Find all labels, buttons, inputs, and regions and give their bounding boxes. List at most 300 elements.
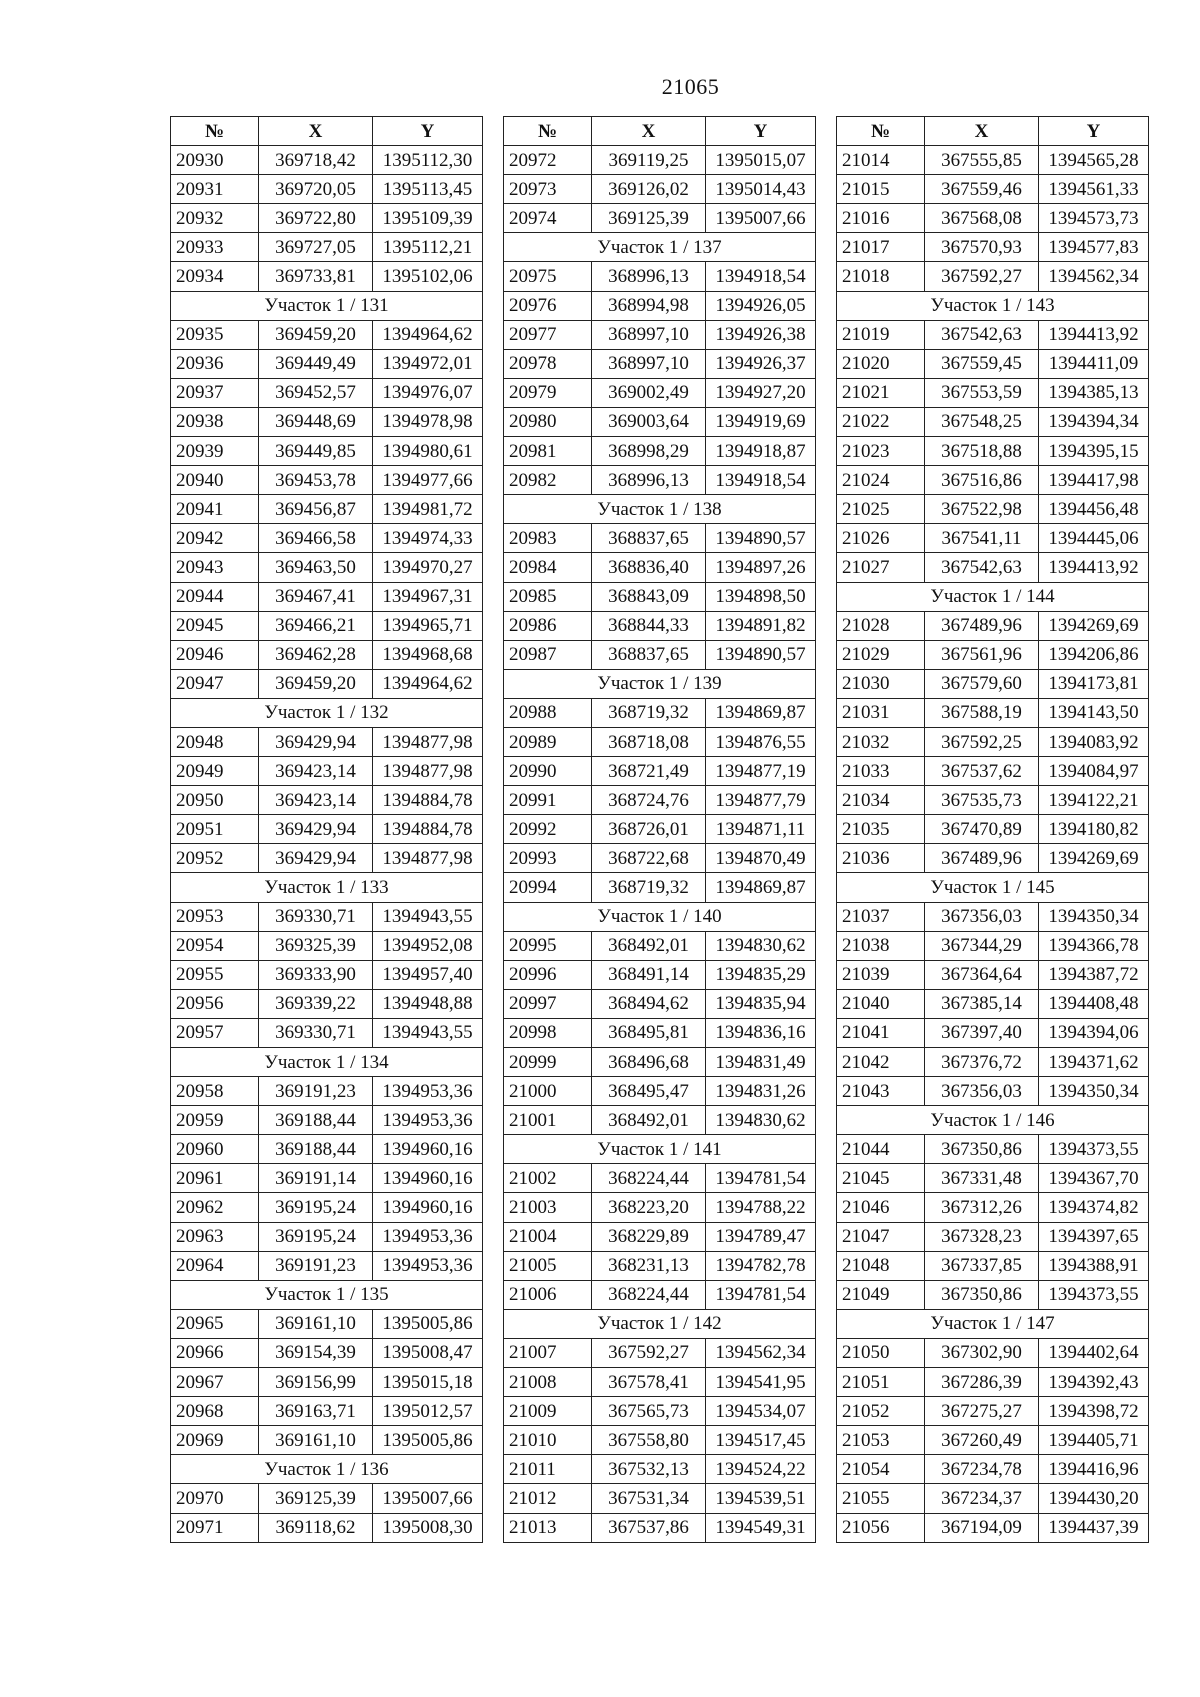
coord-x: 369156,99 (259, 1368, 373, 1397)
coord-x: 369161,10 (259, 1426, 373, 1455)
coord-y: 1394884,78 (373, 815, 483, 844)
table-row (837, 960, 1149, 989)
section-title: Участок 1 / 137 (504, 233, 816, 262)
coord-x: 369163,71 (259, 1397, 373, 1426)
coord-x: 367286,39 (925, 1368, 1039, 1397)
coord-y: 1394948,88 (373, 989, 483, 1018)
table-row (171, 524, 483, 553)
section-row (837, 873, 1149, 902)
point-number: 20998 (504, 1018, 592, 1047)
section-row (171, 698, 483, 727)
coord-y: 1394541,95 (706, 1368, 816, 1397)
table-row (504, 1018, 816, 1047)
point-number: 21026 (837, 524, 925, 553)
point-number: 20955 (171, 960, 259, 989)
point-number: 21042 (837, 1048, 925, 1077)
coord-x: 367553,59 (925, 378, 1039, 407)
coord-x: 369125,39 (259, 1484, 373, 1513)
coord-x: 369339,22 (259, 989, 373, 1018)
point-number: 20993 (504, 844, 592, 873)
table-row (171, 349, 483, 378)
coord-y: 1394206,86 (1039, 640, 1149, 669)
table-row (504, 1251, 816, 1280)
coord-x: 369333,90 (259, 960, 373, 989)
point-number: 20956 (171, 989, 259, 1018)
point-number: 21054 (837, 1455, 925, 1484)
coord-x: 367579,60 (925, 669, 1039, 698)
coord-x: 369722,80 (259, 204, 373, 233)
table-row (837, 1077, 1149, 1106)
table-row (171, 1135, 483, 1164)
coord-y: 1394869,87 (706, 873, 816, 902)
coord-x: 369188,44 (259, 1135, 373, 1164)
table-row (837, 524, 1149, 553)
coord-x: 369125,39 (592, 204, 706, 233)
coord-x: 368721,49 (592, 757, 706, 786)
coord-x: 367397,40 (925, 1018, 1039, 1047)
coord-x: 368494,62 (592, 989, 706, 1018)
coord-y: 1395007,66 (373, 1484, 483, 1513)
section-title: Участок 1 / 131 (171, 291, 483, 320)
coord-y: 1394926,38 (706, 320, 816, 349)
point-number: 20978 (504, 349, 592, 378)
table-row (837, 1455, 1149, 1484)
table-row (171, 815, 483, 844)
coord-x: 367356,03 (925, 902, 1039, 931)
table-row (171, 1338, 483, 1367)
point-number: 20946 (171, 640, 259, 669)
coord-y: 1394830,62 (706, 1106, 816, 1135)
point-number: 21053 (837, 1426, 925, 1455)
point-number: 20971 (171, 1513, 259, 1542)
coord-y: 1394405,71 (1039, 1426, 1149, 1455)
coord-x: 369733,81 (259, 262, 373, 291)
coord-y: 1394398,72 (1039, 1397, 1149, 1426)
point-number: 20950 (171, 786, 259, 815)
point-number: 20947 (171, 669, 259, 698)
point-number: 21046 (837, 1193, 925, 1222)
point-number: 21013 (504, 1513, 592, 1542)
coord-x: 369118,62 (259, 1513, 373, 1542)
coord-y: 1395015,18 (373, 1368, 483, 1397)
coord-y: 1394835,29 (706, 960, 816, 989)
coord-y: 1394835,94 (706, 989, 816, 1018)
coord-y: 1394269,69 (1039, 611, 1149, 640)
table-row (171, 378, 483, 407)
table-row (837, 727, 1149, 756)
coord-x: 367364,64 (925, 960, 1039, 989)
section-row (837, 291, 1149, 320)
table-row (837, 1251, 1149, 1280)
coord-y: 1395005,86 (373, 1426, 483, 1455)
coord-y: 1394957,40 (373, 960, 483, 989)
coord-y: 1394788,22 (706, 1193, 816, 1222)
section-row (504, 1309, 816, 1338)
coord-x: 367542,63 (925, 553, 1039, 582)
table-row (171, 1106, 483, 1135)
coord-x: 368223,20 (592, 1193, 706, 1222)
table-row (171, 1397, 483, 1426)
coord-x: 369325,39 (259, 931, 373, 960)
coord-x: 368997,10 (592, 320, 706, 349)
table-row (171, 582, 483, 611)
point-number: 21010 (504, 1426, 592, 1455)
coordinates-table-3 (836, 116, 1149, 1543)
point-number: 20996 (504, 960, 592, 989)
point-number: 21014 (837, 146, 925, 175)
point-number: 20958 (171, 1077, 259, 1106)
point-number: 21011 (504, 1455, 592, 1484)
point-number: 20941 (171, 495, 259, 524)
coord-x: 369423,14 (259, 757, 373, 786)
coord-x: 369191,23 (259, 1077, 373, 1106)
coord-y: 1394890,57 (706, 640, 816, 669)
point-number: 20986 (504, 611, 592, 640)
coord-x: 367568,08 (925, 204, 1039, 233)
header-y: Y (706, 117, 816, 146)
table-row (837, 378, 1149, 407)
coordinates-table-2 (503, 116, 816, 1543)
table-row (837, 1280, 1149, 1309)
table-row (837, 495, 1149, 524)
coord-x: 367532,13 (592, 1455, 706, 1484)
point-number: 20983 (504, 524, 592, 553)
section-row (837, 1309, 1149, 1338)
point-number: 20961 (171, 1164, 259, 1193)
point-number: 20963 (171, 1222, 259, 1251)
coord-y: 1394445,06 (1039, 524, 1149, 553)
table-row (504, 1338, 816, 1367)
table-row (837, 349, 1149, 378)
coord-y: 1394876,55 (706, 727, 816, 756)
point-number: 20931 (171, 175, 259, 204)
coord-y: 1394122,21 (1039, 786, 1149, 815)
point-number: 20942 (171, 524, 259, 553)
coord-y: 1394952,08 (373, 931, 483, 960)
header-number: № (171, 117, 259, 146)
point-number: 20936 (171, 349, 259, 378)
point-number: 21048 (837, 1251, 925, 1280)
point-number: 20981 (504, 437, 592, 466)
point-number: 21036 (837, 844, 925, 873)
coord-x: 369330,71 (259, 902, 373, 931)
table-row (837, 1018, 1149, 1047)
table-row (504, 611, 816, 640)
point-number: 20968 (171, 1397, 259, 1426)
coord-y: 1394437,39 (1039, 1513, 1149, 1542)
table-row (171, 611, 483, 640)
point-number: 21008 (504, 1368, 592, 1397)
coordinates-table-1 (170, 116, 483, 1543)
table-row (837, 1513, 1149, 1542)
section-title: Участок 1 / 142 (504, 1309, 816, 1338)
coord-x: 367559,46 (925, 175, 1039, 204)
table-row (504, 844, 816, 873)
coord-y: 1394981,72 (373, 495, 483, 524)
coord-y: 1394180,82 (1039, 815, 1149, 844)
table-row (837, 844, 1149, 873)
coord-x: 367234,37 (925, 1484, 1039, 1513)
coord-y: 1394416,96 (1039, 1455, 1149, 1484)
coord-y: 1394977,66 (373, 466, 483, 495)
coord-y: 1394413,92 (1039, 320, 1149, 349)
table-header-row (837, 117, 1149, 146)
coord-y: 1394411,09 (1039, 349, 1149, 378)
table-row (504, 1455, 816, 1484)
table-row (171, 931, 483, 960)
table-row (504, 698, 816, 727)
point-number: 21029 (837, 640, 925, 669)
point-number: 21040 (837, 989, 925, 1018)
coord-x: 367234,78 (925, 1455, 1039, 1484)
coord-y: 1394173,81 (1039, 669, 1149, 698)
point-number: 20933 (171, 233, 259, 262)
point-number: 21044 (837, 1135, 925, 1164)
coord-x: 369456,87 (259, 495, 373, 524)
coord-x: 367541,11 (925, 524, 1039, 553)
table-row (504, 146, 816, 175)
coord-y: 1394877,19 (706, 757, 816, 786)
table-row (171, 320, 483, 349)
point-number: 21032 (837, 727, 925, 756)
table-row (504, 815, 816, 844)
coord-x: 368843,09 (592, 582, 706, 611)
point-number: 20965 (171, 1309, 259, 1338)
coord-y: 1394897,26 (706, 553, 816, 582)
point-number: 20992 (504, 815, 592, 844)
coord-y: 1394877,98 (373, 757, 483, 786)
section-row (504, 1135, 816, 1164)
coord-x: 368229,89 (592, 1222, 706, 1251)
header-number: № (837, 117, 925, 146)
section-title: Участок 1 / 141 (504, 1135, 816, 1164)
table-row (171, 844, 483, 873)
table-row (837, 553, 1149, 582)
coord-y: 1394869,87 (706, 698, 816, 727)
coord-y: 1394562,34 (706, 1338, 816, 1367)
table-row (171, 553, 483, 582)
table-row (504, 524, 816, 553)
table-row (504, 553, 816, 582)
coord-x: 367331,48 (925, 1164, 1039, 1193)
coord-y: 1394918,87 (706, 437, 816, 466)
coord-y: 1394964,62 (373, 669, 483, 698)
coord-x: 367588,19 (925, 698, 1039, 727)
coord-x: 367350,86 (925, 1135, 1039, 1164)
coord-x: 368997,10 (592, 349, 706, 378)
point-number: 20954 (171, 931, 259, 960)
coord-y: 1394953,36 (373, 1251, 483, 1280)
point-number: 20943 (171, 553, 259, 582)
section-row (171, 1280, 483, 1309)
coord-x: 369467,41 (259, 582, 373, 611)
coord-x: 367592,27 (592, 1338, 706, 1367)
section-row (504, 233, 816, 262)
coord-y: 1394417,98 (1039, 466, 1149, 495)
coord-y: 1394385,13 (1039, 378, 1149, 407)
point-number: 21041 (837, 1018, 925, 1047)
table-row (171, 786, 483, 815)
point-number: 21007 (504, 1338, 592, 1367)
point-number: 21033 (837, 757, 925, 786)
coord-y: 1394143,50 (1039, 698, 1149, 727)
point-number: 20977 (504, 320, 592, 349)
point-number: 20957 (171, 1018, 259, 1047)
table-row (171, 669, 483, 698)
coord-y: 1394972,01 (373, 349, 483, 378)
coord-x: 367559,45 (925, 349, 1039, 378)
coord-x: 367570,93 (925, 233, 1039, 262)
coord-y: 1394960,16 (373, 1135, 483, 1164)
coord-y: 1394388,91 (1039, 1251, 1149, 1280)
table-row (504, 466, 816, 495)
coord-x: 367350,86 (925, 1280, 1039, 1309)
coord-y: 1395102,06 (373, 262, 483, 291)
coord-y: 1394577,83 (1039, 233, 1149, 262)
table-row (171, 1513, 483, 1542)
point-number: 21021 (837, 378, 925, 407)
point-number: 20962 (171, 1193, 259, 1222)
point-number: 20989 (504, 727, 592, 756)
coord-y: 1394374,82 (1039, 1193, 1149, 1222)
coord-y: 1394402,64 (1039, 1338, 1149, 1367)
coord-y: 1394960,16 (373, 1164, 483, 1193)
coord-x: 367516,86 (925, 466, 1039, 495)
point-number: 21037 (837, 902, 925, 931)
table-header-row (171, 117, 483, 146)
point-number: 21050 (837, 1338, 925, 1367)
table-row (837, 233, 1149, 262)
coord-y: 1394953,36 (373, 1077, 483, 1106)
coord-x: 367344,29 (925, 931, 1039, 960)
coord-x: 367518,88 (925, 437, 1039, 466)
coord-x: 368837,65 (592, 524, 706, 553)
coord-x: 367592,27 (925, 262, 1039, 291)
coord-x: 369191,23 (259, 1251, 373, 1280)
coord-y: 1394413,92 (1039, 553, 1149, 582)
coord-y: 1394968,68 (373, 640, 483, 669)
point-number: 20982 (504, 466, 592, 495)
section-title: Участок 1 / 136 (171, 1455, 483, 1484)
coord-y: 1395014,43 (706, 175, 816, 204)
coord-x: 368496,68 (592, 1048, 706, 1077)
coord-y: 1394394,06 (1039, 1018, 1149, 1047)
coord-y: 1394371,62 (1039, 1048, 1149, 1077)
coord-y: 1394926,37 (706, 349, 816, 378)
table-row (504, 1193, 816, 1222)
point-number: 21030 (837, 669, 925, 698)
coord-x: 367489,96 (925, 844, 1039, 873)
point-number: 21049 (837, 1280, 925, 1309)
table-row (171, 1251, 483, 1280)
point-number: 21025 (837, 495, 925, 524)
table-row (837, 640, 1149, 669)
point-number: 20944 (171, 582, 259, 611)
coord-x: 367537,86 (592, 1513, 706, 1542)
coord-y: 1394517,45 (706, 1426, 816, 1455)
table-row (171, 1222, 483, 1251)
coord-y: 1394976,07 (373, 378, 483, 407)
coord-x: 369449,85 (259, 437, 373, 466)
table-row (504, 291, 816, 320)
table-row (504, 1048, 816, 1077)
coord-y: 1394918,54 (706, 466, 816, 495)
coord-x: 368837,65 (592, 640, 706, 669)
coord-y: 1394953,36 (373, 1222, 483, 1251)
point-number: 20979 (504, 378, 592, 407)
point-number: 20999 (504, 1048, 592, 1077)
point-number: 21001 (504, 1106, 592, 1135)
coord-x: 367385,14 (925, 989, 1039, 1018)
table-row (171, 146, 483, 175)
coord-x: 368224,44 (592, 1164, 706, 1193)
coord-y: 1394877,79 (706, 786, 816, 815)
coord-x: 368495,81 (592, 1018, 706, 1047)
coord-y: 1394084,97 (1039, 757, 1149, 786)
section-title: Участок 1 / 133 (171, 873, 483, 902)
point-number: 20959 (171, 1106, 259, 1135)
point-number: 21000 (504, 1077, 592, 1106)
coord-x: 369463,50 (259, 553, 373, 582)
point-number: 20940 (171, 466, 259, 495)
point-number: 20975 (504, 262, 592, 291)
table-row (837, 466, 1149, 495)
coord-y: 1394373,55 (1039, 1135, 1149, 1164)
section-row (837, 582, 1149, 611)
point-number: 21047 (837, 1222, 925, 1251)
coord-y: 1394387,72 (1039, 960, 1149, 989)
table-row (504, 407, 816, 436)
table-row (837, 757, 1149, 786)
coord-x: 369126,02 (592, 175, 706, 204)
coord-x: 367260,49 (925, 1426, 1039, 1455)
coord-y: 1394549,31 (706, 1513, 816, 1542)
table-row (504, 873, 816, 902)
table-row (504, 349, 816, 378)
point-number: 20995 (504, 931, 592, 960)
coord-y: 1394565,28 (1039, 146, 1149, 175)
coord-y: 1394830,62 (706, 931, 816, 960)
coord-y: 1395109,39 (373, 204, 483, 233)
coord-x: 368996,13 (592, 466, 706, 495)
coord-x: 368998,29 (592, 437, 706, 466)
coord-x: 368722,68 (592, 844, 706, 873)
coord-x: 369161,10 (259, 1309, 373, 1338)
coord-x: 367302,90 (925, 1338, 1039, 1367)
coord-x: 367537,62 (925, 757, 1039, 786)
point-number: 21020 (837, 349, 925, 378)
section-row (504, 902, 816, 931)
point-number: 20966 (171, 1338, 259, 1367)
point-number: 21045 (837, 1164, 925, 1193)
table-row (504, 989, 816, 1018)
coord-y: 1395008,30 (373, 1513, 483, 1542)
table-row (171, 1309, 483, 1338)
header-x: X (259, 117, 373, 146)
coord-y: 1395008,47 (373, 1338, 483, 1367)
section-title: Участок 1 / 143 (837, 291, 1149, 320)
coord-y: 1394898,50 (706, 582, 816, 611)
point-number: 21055 (837, 1484, 925, 1513)
point-number: 21035 (837, 815, 925, 844)
coord-x: 368492,01 (592, 1106, 706, 1135)
point-number: 20932 (171, 204, 259, 233)
point-number: 20945 (171, 611, 259, 640)
point-number: 20967 (171, 1368, 259, 1397)
coord-x: 368231,13 (592, 1251, 706, 1280)
section-row (171, 1455, 483, 1484)
coord-x: 369459,20 (259, 320, 373, 349)
